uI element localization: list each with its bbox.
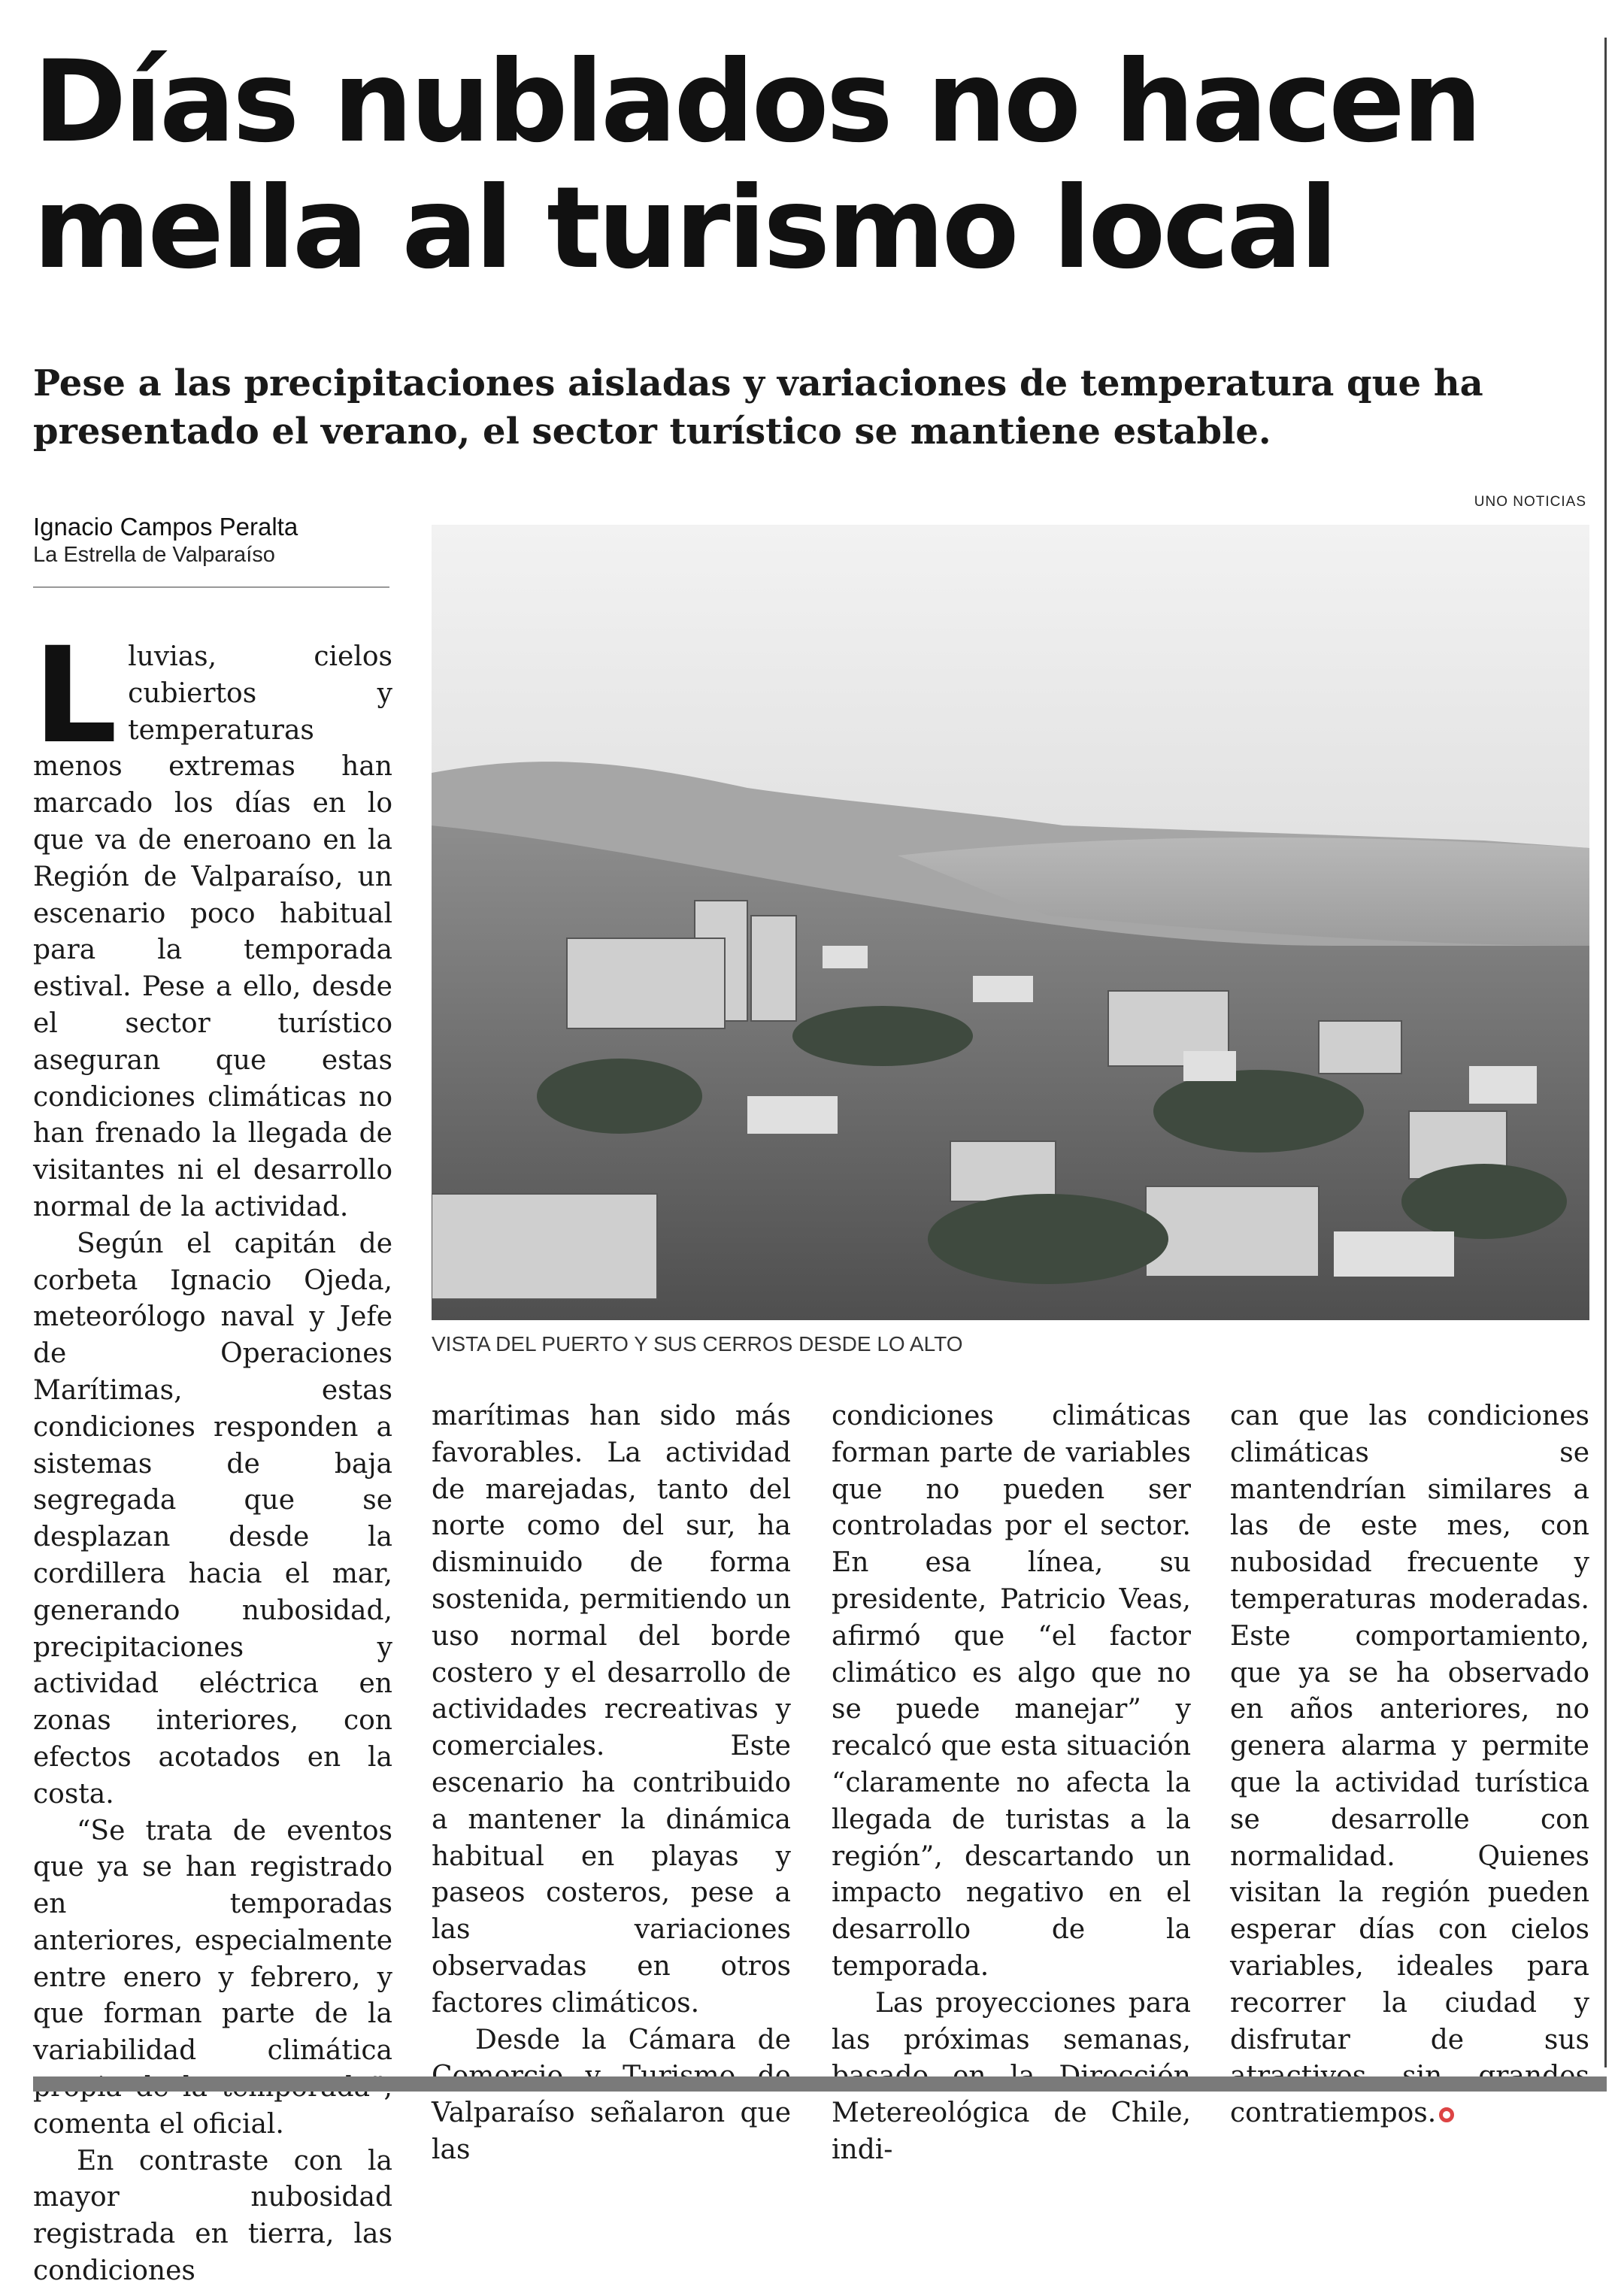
- paragraph-7: condiciones climáticas forman parte de variables que no pueden ser controladas por el sector. En esa línea, su presidente, Patricio Veas, afirmó que “el factor climático es algo que no se puede manejar” y recalcó que esta situación “claramente no afecta la llegada de turistas a la región”, descartando un impacto negativo en el desarrollo de la temporada.: [832, 1401, 1191, 1982]
- paragraph-9: [1230, 1398, 1589, 2132]
- drop-cap: L: [33, 619, 118, 773]
- byline-author: Ignacio Campos Peralta: [33, 513, 298, 541]
- paragraph-5: marítimas han sido más favorables. La actividad de marejadas, tanto del norte como del sur, ha disminuido de forma sostenida, permitiendo un uso normal del borde costero y el desarrollo de actividades recreativas y comerciales. Este escenario ha contribuido a mantener la dinámica habitual en playas y paseos costeros, pese a las variaciones observadas en otros factores climáticos.: [432, 1401, 791, 2019]
- paragraph-1: [33, 619, 392, 1226]
- photo-caption: VISTA DEL PUERTO Y SUS CERROS DESDE LO ALTO: [432, 1332, 963, 1356]
- page-bottom-bar: [33, 2076, 1607, 2092]
- byline-divider: [33, 586, 389, 588]
- paragraph-9-text: can que las condiciones climáticas se mantendrían similares a las de este mes, con nubosidad frecuente y temperaturas moderadas. Este comportamiento, que ya se ha observado en años anteriores, no genera alarma y permite que la actividad turística se desarrolle con normalidad. Quienes visitan la región pueden esperar días con cielos variables, ideales para recorrer la ciudad y disfrutar de sus contratiempos.: [1230, 1401, 1589, 2129]
- paragraph-8: Las proyecciones para las próximas semanas, Metereológica de Chile, indi-: [832, 1987, 1191, 2165]
- text-column-2: [432, 1398, 791, 2169]
- column-divider-rule: [1604, 38, 1607, 2067]
- article-photo: [432, 525, 1589, 1320]
- subheadline: Pese a las precipitaciones aisladas y variaciones de temperatura que ha presentado el verano, el sector turístico se mantiene estable.: [33, 362, 1483, 453]
- circle-end-mark-icon: [1439, 2107, 1454, 2122]
- text-column-1: [33, 619, 392, 2290]
- text-column-3: [832, 1398, 1191, 2169]
- paragraph-6: Desde la Cámara de Valparaíso señalaron que las: [432, 2024, 791, 2165]
- headline: Días nublados no hacen mella al turismo local: [33, 37, 1480, 294]
- byline-outlet: La Estrella de Valparaíso: [33, 543, 275, 567]
- paragraph-2: Según el capitán de corbeta Ignacio Ojeda, meteorólogo naval y Jefe de Operaciones Marítimas, estas condiciones responden a sistemas de baja segregada que se desplazan desde la cordillera hacia el mar, generando nubosidad, precipitaciones y actividad eléctrica en zonas interiores, con efectos acotados en la costa.: [33, 1228, 392, 1810]
- paragraph-4: En contraste con la mayor nubosidad registrada en tierra, las condiciones: [33, 2145, 392, 2287]
- paragraph-3: “Se trata de eventos que ya se han registrado en temporadas anteriores, especialmente entre enero y febrero, y que forman parte de la variabilidad climática comenta el oficial.: [33, 1815, 392, 2140]
- photo-credit: UNO NOTICIAS: [1474, 494, 1586, 510]
- city-port-photo: [432, 525, 1589, 1320]
- paragraph-1-text: luvias, cielos cubiertos y temperaturas menos extremas han marcado los días en lo que va de eneroano en la Región de Valparaíso, un escenario poco habitual para la temporada estival. Pese a ello, desde el sector turístico aseguran que estas condiciones climáticas no han frenado la llegada de visitantes ni el desarrollo normal de la actividad.: [33, 641, 392, 1222]
- text-column-4: [1230, 1398, 1589, 2132]
